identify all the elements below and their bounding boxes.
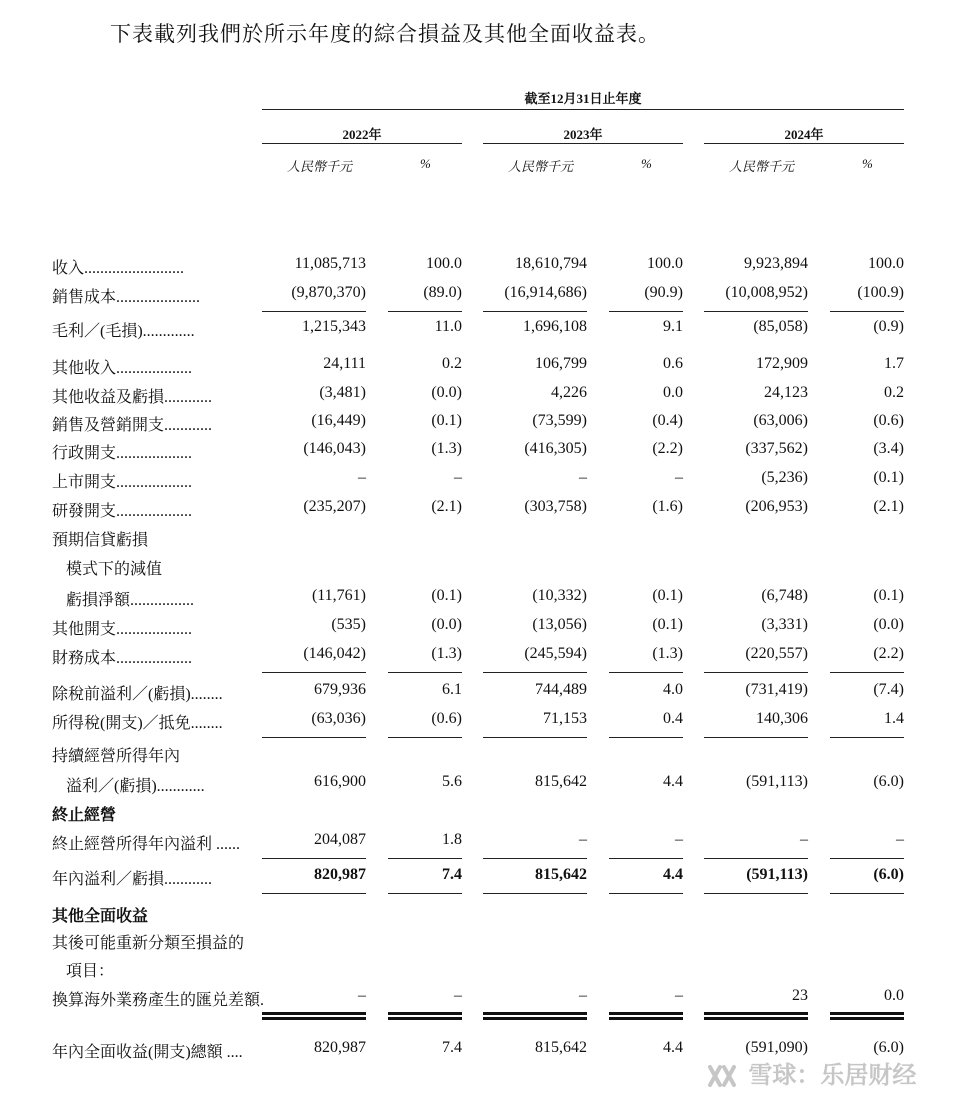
cell-value: (0.1) [431,412,462,429]
cell-value: (0.1) [652,587,683,604]
subtotal-rule [704,672,808,673]
row-label: 財務成本................... [52,650,193,667]
cell-value: (0.4) [652,412,683,429]
cell-value: (11,761) [311,587,366,604]
cell-value: (6.0) [873,866,904,883]
row-label: 銷售及營銷開支............ [52,417,213,434]
cell-value: 71,153 [543,710,587,727]
cell-value: (416,305) [524,440,587,457]
cell-value: 140,306 [756,710,808,727]
row-label: 年內全面收益(開支)總額 .... [52,1044,243,1061]
cell-value: – [675,469,683,486]
subtotal-rule [704,858,808,859]
cell-value: 11,085,713 [294,255,366,272]
cell-value: (3.4) [873,440,904,457]
cell-value: – [896,831,904,848]
subtotal-rule [483,858,587,859]
cell-value: (0.6) [873,412,904,429]
total-double-rule [262,1017,366,1020]
row-label: 終止經營 [52,807,117,824]
cell-value: 7.4 [442,866,462,883]
cell-value: – [675,987,683,1004]
cell-value: – [358,469,366,486]
cell-value: 820,987 [314,866,366,883]
cell-value: (6.0) [873,773,904,790]
subtotal-rule [704,737,808,738]
cell-value: 0.0 [663,384,683,401]
cell-value: 4.4 [663,773,683,790]
cell-value: (235,207) [303,498,366,515]
cell-value: 4.4 [663,866,683,883]
subtotal-rule [262,893,366,894]
cell-value: – [800,831,808,848]
row-label: 其他收入................... [52,360,193,377]
row-label: 其他開支................... [52,621,193,638]
cell-value: (85,058) [753,318,808,335]
total-double-rule [704,1017,808,1020]
row-label: 項目： [66,963,115,980]
subtotal-rule [483,893,587,894]
cell-value: (220,557) [745,645,808,662]
cell-value: 23 [792,987,808,1004]
total-double-rule [262,1012,366,1015]
unit-label: 人民幣千元 [508,159,574,174]
cell-value: (303,758) [524,498,587,515]
cell-value: 679,936 [314,681,366,698]
cell-value: 0.2 [442,355,462,372]
cell-value: (1.3) [431,440,462,457]
cell-value: (206,953) [745,498,808,515]
cell-value: (1.3) [652,645,683,662]
cell-value: (245,594) [524,645,587,662]
cell-value: – [454,987,462,1004]
cell-value: (10,332) [532,587,587,604]
row-label: 持續經營所得年內 [52,748,181,765]
subtotal-rule [609,672,683,673]
cell-value: 0.6 [663,355,683,372]
row-label: 換算海外業務產生的匯兑差額. [52,992,265,1009]
row-label: 模式下的減值 [66,561,163,578]
row-label: 預期信貸虧損 [52,532,149,549]
subtotal-rule [388,672,462,673]
period-rule [262,109,904,110]
cell-value: (591,113) [745,773,808,790]
subtotal-rule [483,311,587,312]
subtotal-rule [388,893,462,894]
total-double-rule [704,1012,808,1015]
row-label: 其他收益及虧損............ [52,389,213,406]
cell-value: 0.0 [884,987,904,1004]
subtotal-rule [388,737,462,738]
cell-value: (5,236) [761,469,808,486]
subtotal-rule [483,737,587,738]
cell-value: (0.1) [431,587,462,604]
cell-value: (146,042) [303,645,366,662]
xueqiu-logo-icon [706,1061,740,1091]
cell-value: (63,006) [753,412,808,429]
cell-value: 100.0 [426,255,462,272]
subtotal-rule [609,858,683,859]
cell-value: (3,481) [319,384,366,401]
cell-value: (535) [331,616,366,633]
subtotal-rule [830,893,904,894]
subtotal-rule [262,311,366,312]
row-label: 毛利／(毛損)............. [52,323,195,340]
cell-value: (0.1) [873,469,904,486]
row-label: 所得稅(開支)／抵免........ [52,715,223,732]
cell-value: 0.4 [663,710,683,727]
subtotal-rule [609,737,683,738]
cell-value: 24,111 [323,355,366,372]
subtotal-rule [830,858,904,859]
cell-value: 1.7 [884,355,904,372]
cell-value: 4.0 [663,681,683,698]
cell-value: – [579,831,587,848]
cell-value: 744,489 [535,681,587,698]
row-label: 終止經營所得年內溢利 ...... [52,836,241,853]
cell-value: (591,090) [745,1039,808,1056]
cell-value: 5.6 [442,773,462,790]
subtotal-rule [388,858,462,859]
cell-value: (0.0) [873,616,904,633]
percent-label: % [420,156,431,171]
unit-label: 人民幣千元 [287,159,353,174]
subtotal-rule [483,672,587,673]
cell-value: (9,870,370) [291,284,366,301]
year-header: 2024年 [784,127,824,142]
subtotal-rule [262,737,366,738]
year-header: 2023年 [563,127,603,142]
row-label: 年內溢利／虧損............ [52,871,213,888]
total-double-rule [388,1017,462,1020]
cell-value: (731,419) [745,681,808,698]
subtotal-rule [704,893,808,894]
year-rule [483,143,683,144]
cell-value: (2.2) [652,440,683,457]
subtotal-rule [262,672,366,673]
cell-value: (16,449) [311,412,366,429]
cell-value: (7.4) [873,681,904,698]
subtotal-rule [388,311,462,312]
cell-value: (0.0) [431,384,462,401]
cell-value: 106,799 [535,355,587,372]
cell-value: 100.0 [868,255,904,272]
cell-value: – [454,469,462,486]
cell-value: (6.0) [873,1039,904,1056]
cell-value: (1.6) [652,498,683,515]
row-label: 其他全面收益 [52,908,149,925]
cell-value: (16,914,686) [504,284,587,301]
row-label: 溢利／(虧損)............ [66,778,205,795]
cell-value: (1.3) [431,645,462,662]
percent-label: % [862,156,873,171]
cell-value: – [579,987,587,1004]
cell-value: 815,642 [535,773,587,790]
cell-value: (100.9) [857,284,904,301]
cell-value: (63,036) [311,710,366,727]
cell-value: 1.8 [442,831,462,848]
total-double-rule [483,1017,587,1020]
cell-value: 820,987 [314,1039,366,1056]
cell-value: 9.1 [663,318,683,335]
cell-value: 4,226 [551,384,587,401]
subtotal-rule [262,858,366,859]
cell-value: (89.0) [423,284,462,301]
cell-value: (0.1) [652,616,683,633]
total-double-rule [483,1012,587,1015]
cell-value: 4.4 [663,1039,683,1056]
cell-value: (0.1) [873,587,904,604]
cell-value: (591,113) [746,866,808,883]
row-label: 收入......................... [52,260,185,277]
cell-value: (2.1) [873,498,904,515]
cell-value: – [579,469,587,486]
cell-value: 815,642 [535,1039,587,1056]
total-double-rule [830,1012,904,1015]
cell-value: (3,331) [761,616,808,633]
cell-value: 6.1 [442,681,462,698]
cell-value: 11.0 [434,318,462,335]
row-label: 上市開支................... [52,474,193,491]
row-label: 研發開支................... [52,503,193,520]
cell-value: 9,923,894 [744,255,808,272]
cell-value: (10,008,952) [725,284,808,301]
total-double-rule [388,1012,462,1015]
percent-label: % [641,156,652,171]
row-label: 虧損淨額................ [66,592,195,609]
year-rule [704,143,904,144]
cell-value: (0.9) [873,318,904,335]
cell-value: (337,562) [745,440,808,457]
row-label: 銷售成本..................... [52,289,201,306]
year-rule [262,143,462,144]
cell-value: 1,696,108 [523,318,587,335]
cell-value: (146,043) [303,440,366,457]
subtotal-rule [704,311,808,312]
total-double-rule [609,1017,683,1020]
cell-value: 0.2 [884,384,904,401]
cell-value: (6,748) [761,587,808,604]
cell-value: 7.4 [442,1039,462,1056]
row-label: 行政開支................... [52,445,193,462]
period-header: 截至12月31日止年度 [524,91,642,106]
cell-value: (90.9) [644,284,683,301]
cell-value: 815,642 [535,866,587,883]
cell-value: (0.0) [431,616,462,633]
cell-value: (73,599) [532,412,587,429]
subtotal-rule [830,672,904,673]
total-double-rule [609,1012,683,1015]
cell-value: (0.6) [431,710,462,727]
cell-value: – [675,831,683,848]
cell-value: 172,909 [756,355,808,372]
unit-label: 人民幣千元 [729,159,795,174]
cell-value: – [358,987,366,1004]
cell-value: 100.0 [647,255,683,272]
cell-value: (2.1) [431,498,462,515]
intro-text: 下表載列我們於所示年度的綜合損益及其他全面收益表。 [110,22,660,46]
subtotal-rule [609,893,683,894]
cell-value: 1.4 [884,710,904,727]
year-header: 2022年 [342,127,382,142]
cell-value: 18,610,794 [515,255,587,272]
subtotal-rule [830,737,904,738]
watermark-text: 雪球：乐居财经 [748,1061,917,1089]
total-double-rule [830,1017,904,1020]
cell-value: (2.2) [873,645,904,662]
cell-value: 616,900 [314,773,366,790]
subtotal-rule [609,311,683,312]
watermark [706,1055,916,1091]
cell-value: (13,056) [532,616,587,633]
subtotal-rule [830,311,904,312]
cell-value: 1,215,343 [302,318,366,335]
cell-value: 204,087 [314,831,366,848]
row-label: 除稅前溢利／(虧損)........ [52,686,223,703]
cell-value: 24,123 [764,384,808,401]
row-label: 其後可能重新分類至損益的 [52,935,245,952]
